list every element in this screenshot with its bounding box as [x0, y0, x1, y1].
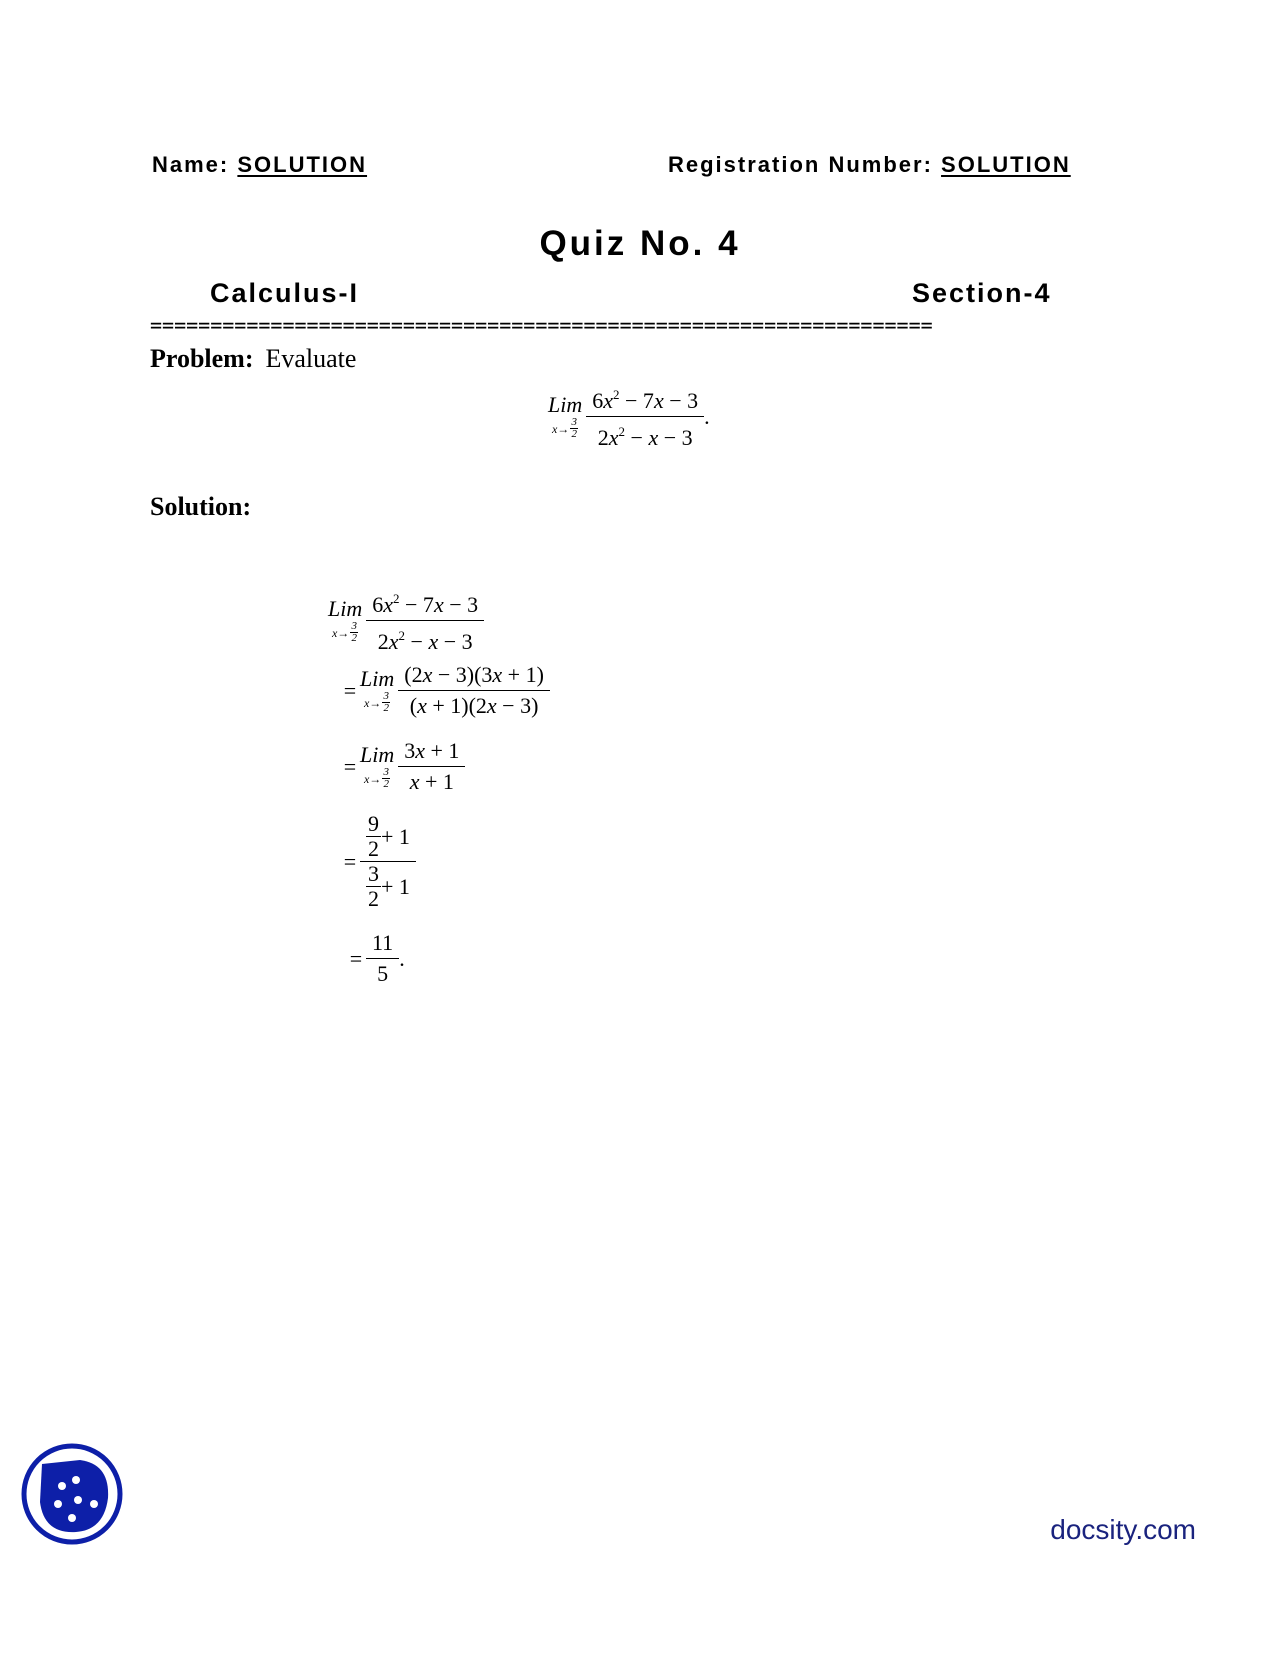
- page-title: Quiz No. 4: [539, 224, 741, 263]
- name-label: Name:: [152, 152, 230, 177]
- problem-expression: Lim x → $\frac{3}{2}$ $\frac{6x^2 - 7x - 3}{2x^2 - x - 3}$ .: [548, 387, 710, 450]
- problem-label: Problem:: [150, 344, 254, 373]
- section-name: Section-4: [912, 278, 1052, 308]
- solution-step-2: = Lim x → $\frac{3}{2}$ $\frac{(2x - 3)(3x + 1)}{(x + 1)(2x - 3)}$: [340, 660, 550, 721]
- name-value: SOLUTION: [237, 152, 368, 177]
- problem-text: Evaluate: [265, 344, 357, 373]
- solution-step-4: = $\frac{9}{2}$ + 1 $\frac{3}{2}$ + 1: [340, 812, 416, 911]
- docsity-brand-link[interactable]: docsity.com: [1050, 1514, 1196, 1545]
- registration-field: [668, 152, 1071, 178]
- solution-step-3: = Lim x → $\frac{3}{2}$ $\frac{3x + 1}{x + 1}$: [340, 736, 465, 797]
- solution-label: Solution:: [150, 492, 252, 521]
- name-field: [152, 152, 375, 178]
- problem-statement: [150, 344, 356, 374]
- divider-rule: =================================================================: [150, 313, 933, 337]
- solution-step-1: Lim x → $\frac{3}{2}$ $\frac{6x^2 - 7x - 3}{2x^2 - x - 3}$: [328, 584, 484, 657]
- docsity-logo-icon: [20, 1442, 124, 1546]
- course-name: Calculus-I: [210, 278, 360, 308]
- registration-label: Registration Number:: [668, 152, 933, 177]
- registration-value: SOLUTION: [941, 152, 1071, 177]
- solution-step-5: = $\frac{11}{5}$ .: [349, 930, 405, 986]
